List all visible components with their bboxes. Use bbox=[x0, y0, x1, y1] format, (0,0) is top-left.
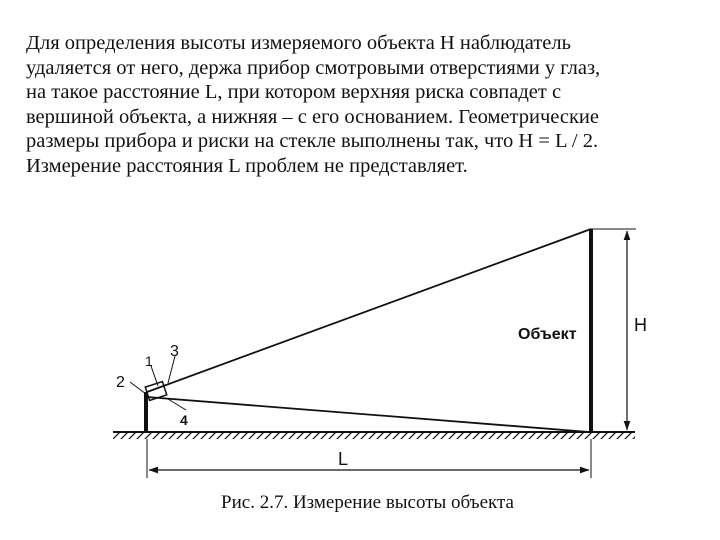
marker-1-label: 1 bbox=[145, 353, 153, 369]
paragraph-line: на такое расстояние L, при котором верхняя риска совпадет с bbox=[26, 81, 562, 103]
marker-3-leader bbox=[168, 356, 175, 383]
paragraph-line: вершиной объекта, а нижняя – с его основанием. Геометрические bbox=[26, 105, 599, 128]
marker-3-label: 3 bbox=[170, 343, 179, 360]
ground-hatching bbox=[113, 432, 635, 439]
paragraph-line: Измерение расстояния L проблем не представляет. bbox=[26, 154, 468, 177]
paragraph-line: удаляется от него, держа прибор смотровыми отверстиями у глаз, bbox=[26, 56, 601, 79]
object-label: Объект bbox=[518, 326, 577, 343]
marker-2-leader bbox=[130, 382, 146, 394]
paragraph-line: Для определения высоты измеряемого объекта H наблюдатель bbox=[26, 32, 571, 54]
upper-sight-line bbox=[147, 229, 591, 392]
lower-sight-line bbox=[147, 397, 589, 432]
observer-post bbox=[144, 392, 148, 432]
marker-1-leader bbox=[151, 366, 158, 386]
distance-label: L bbox=[338, 449, 349, 469]
figure-caption: Рис. 2.7. Измерение высоты объекта bbox=[221, 492, 514, 513]
height-label: H bbox=[634, 315, 647, 335]
marker-4-label: 4 bbox=[180, 412, 188, 428]
marker-2-label: 2 bbox=[116, 374, 125, 391]
paragraph-line: размеры прибора и риски на стекле выполнены так, что H = L / 2. bbox=[26, 130, 599, 152]
